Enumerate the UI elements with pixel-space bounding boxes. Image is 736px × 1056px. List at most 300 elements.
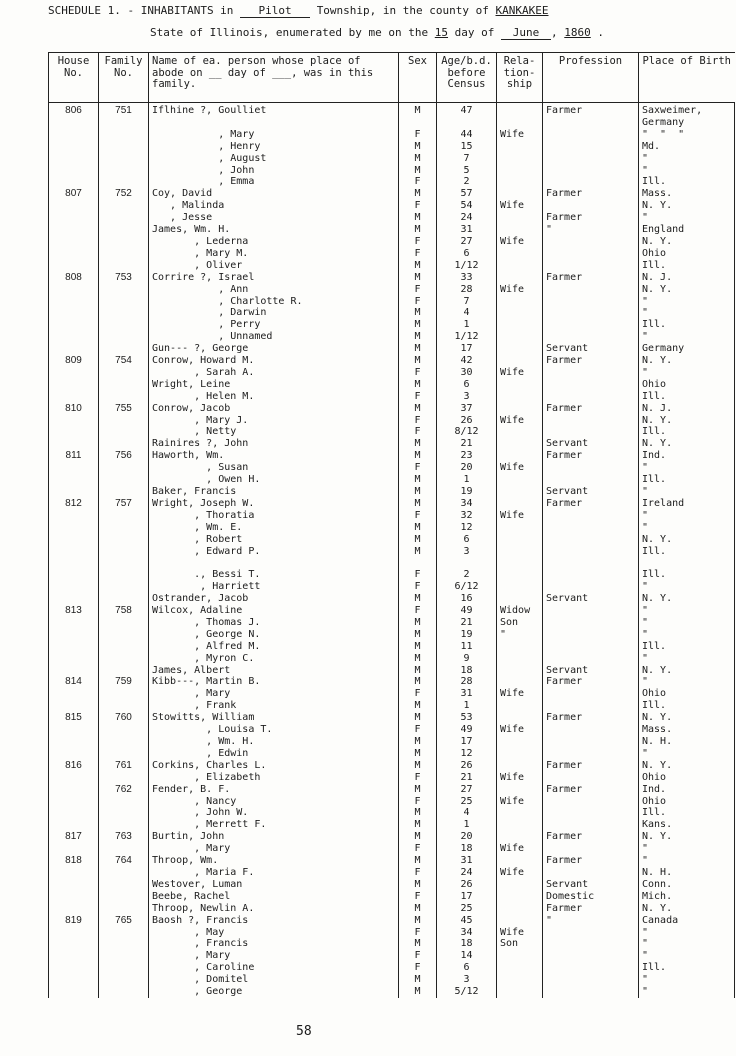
house-no-cell [49, 665, 99, 677]
age-cell: 27 [437, 784, 497, 796]
table-row [49, 784, 735, 796]
table-row [49, 355, 735, 367]
profession-cell [543, 950, 639, 962]
sex-cell: F [399, 391, 437, 403]
sex-cell: M [399, 641, 437, 653]
person-name-cell [149, 117, 399, 129]
profession-cell [543, 974, 639, 986]
relationship-cell: Wife [497, 927, 543, 939]
house-no-cell [49, 700, 99, 712]
relationship-cell [497, 391, 543, 403]
place-of-birth-cell: N. Y. [639, 760, 735, 772]
sex-cell [399, 557, 437, 569]
profession-cell: Farmer [543, 784, 639, 796]
relationship-cell [497, 296, 543, 308]
table-row [49, 903, 735, 915]
relationship-cell [497, 141, 543, 153]
sex-cell: M [399, 103, 437, 117]
relationship-cell [497, 103, 543, 117]
family-no-cell: 761 [99, 760, 149, 772]
sex-cell: M [399, 331, 437, 343]
family-no-cell [99, 129, 149, 141]
profession-cell: Farmer [543, 855, 639, 867]
profession-cell [543, 474, 639, 486]
sex-cell: M [399, 617, 437, 629]
sex-cell: F [399, 236, 437, 248]
age-cell: 1 [437, 474, 497, 486]
relationship-cell [497, 712, 543, 724]
house-no-cell [49, 224, 99, 236]
person-name-cell: Stowitts, William [149, 712, 399, 724]
place-of-birth-cell: Ind. [639, 450, 735, 462]
profession-cell [543, 700, 639, 712]
relationship-cell: Wife [497, 284, 543, 296]
sex-cell: F [399, 426, 437, 438]
family-no-cell: 760 [99, 712, 149, 724]
house-no-cell [49, 391, 99, 403]
profession-cell [543, 605, 639, 617]
sex-cell: M [399, 355, 437, 367]
relationship-cell [497, 450, 543, 462]
family-no-cell [99, 260, 149, 272]
relationship-cell [497, 784, 543, 796]
place-of-birth-cell: " [639, 510, 735, 522]
age-cell: 9 [437, 653, 497, 665]
table-row [49, 617, 735, 629]
profession-cell [543, 653, 639, 665]
place-of-birth-cell: N. Y. [639, 415, 735, 427]
family-no-cell [99, 593, 149, 605]
relationship-cell [497, 426, 543, 438]
sex-cell: F [399, 927, 437, 939]
sex-cell: M [399, 855, 437, 867]
person-name-cell: , Myron C. [149, 653, 399, 665]
profession-cell: Servant [543, 486, 639, 498]
person-name-cell: Baker, Francis [149, 486, 399, 498]
house-no-cell [49, 153, 99, 165]
family-no-cell [99, 153, 149, 165]
table-row [49, 450, 735, 462]
place-of-birth-cell: Ill. [639, 700, 735, 712]
age-cell: 1/12 [437, 331, 497, 343]
place-of-birth-cell: Ill. [639, 807, 735, 819]
month-value: June [501, 26, 551, 40]
person-name-cell: Kibb---, Martin B. [149, 676, 399, 688]
profession-cell [543, 200, 639, 212]
schedule-header-line [48, 4, 548, 18]
house-no-cell [49, 129, 99, 141]
col-birth-header: Place of Birth [639, 53, 735, 103]
table-row [49, 165, 735, 177]
profession-cell: Farmer [543, 212, 639, 224]
family-no-cell [99, 938, 149, 950]
profession-cell [543, 807, 639, 819]
house-no-cell [49, 426, 99, 438]
sex-cell: F [399, 891, 437, 903]
place-of-birth-cell: " [639, 581, 735, 593]
age-cell: 17 [437, 736, 497, 748]
house-no-cell [49, 141, 99, 153]
person-name-cell: Fender, B. F. [149, 784, 399, 796]
place-of-birth-cell: Conn. [639, 879, 735, 891]
profession-cell: Servant [543, 879, 639, 891]
sex-cell: M [399, 748, 437, 760]
sex-cell: M [399, 784, 437, 796]
age-cell: 49 [437, 605, 497, 617]
relationship-cell [497, 676, 543, 688]
place-of-birth-cell: Ill. [639, 546, 735, 558]
sex-cell: M [399, 676, 437, 688]
family-no-cell [99, 974, 149, 986]
relationship-cell [497, 474, 543, 486]
sex-cell: F [399, 843, 437, 855]
profession-cell [543, 117, 639, 129]
house-no-cell [49, 200, 99, 212]
profession-cell [543, 724, 639, 736]
relationship-cell [497, 522, 543, 534]
relationship-cell [497, 188, 543, 200]
profession-cell [543, 462, 639, 474]
col-family-header: Family No. [99, 53, 149, 103]
person-name-cell: Haworth, Wm. [149, 450, 399, 462]
house-no-cell [49, 736, 99, 748]
relationship-cell [497, 819, 543, 831]
family-no-cell [99, 438, 149, 450]
house-no-cell [49, 212, 99, 224]
table-row [49, 986, 735, 998]
place-of-birth-cell: " [639, 653, 735, 665]
age-cell: 16 [437, 593, 497, 605]
family-no-cell [99, 486, 149, 498]
table-row [49, 296, 735, 308]
family-no-cell [99, 236, 149, 248]
table-row [49, 748, 735, 760]
age-cell: 5 [437, 165, 497, 177]
person-name-cell: Coy, David [149, 188, 399, 200]
profession-cell [543, 319, 639, 331]
age-cell: 24 [437, 212, 497, 224]
table-row [49, 676, 735, 688]
person-name-cell: , George N. [149, 629, 399, 641]
table-row [49, 950, 735, 962]
person-name-cell: , Mary [149, 688, 399, 700]
profession-cell: Farmer [543, 760, 639, 772]
relationship-cell [497, 403, 543, 415]
table-row [49, 176, 735, 188]
table-row [49, 343, 735, 355]
person-name-cell: Throop, Newlin A. [149, 903, 399, 915]
family-no-cell [99, 426, 149, 438]
sex-cell: F [399, 462, 437, 474]
age-cell: 21 [437, 772, 497, 784]
table-row [49, 581, 735, 593]
family-no-cell: 758 [99, 605, 149, 617]
family-no-cell [99, 665, 149, 677]
house-no-cell: 813 [49, 605, 99, 617]
age-cell: 6 [437, 379, 497, 391]
sex-cell: F [399, 248, 437, 260]
sex-cell: F [399, 950, 437, 962]
age-cell: 26 [437, 760, 497, 772]
relationship-cell [497, 546, 543, 558]
person-name-cell: , John [149, 165, 399, 177]
age-cell: 15 [437, 141, 497, 153]
age-cell: 31 [437, 855, 497, 867]
relationship-cell: Wife [497, 867, 543, 879]
relationship-cell: Wife [497, 510, 543, 522]
sex-cell: M [399, 700, 437, 712]
sex-cell: M [399, 224, 437, 236]
table-row [49, 426, 735, 438]
place-of-birth-cell: " [639, 307, 735, 319]
person-name-cell: , Merrett F. [149, 819, 399, 831]
family-no-cell [99, 891, 149, 903]
sex-cell [399, 117, 437, 129]
house-no-cell [49, 950, 99, 962]
profession-cell: Farmer [543, 712, 639, 724]
profession-cell: Farmer [543, 831, 639, 843]
place-of-birth-cell: " [639, 927, 735, 939]
table-row [49, 724, 735, 736]
person-name-cell: Gun--- ?, George [149, 343, 399, 355]
relationship-cell [497, 653, 543, 665]
profession-cell [543, 736, 639, 748]
table-row [49, 629, 735, 641]
table-row [49, 653, 735, 665]
relationship-cell [497, 593, 543, 605]
age-cell: 25 [437, 903, 497, 915]
column-header-row [49, 53, 735, 103]
sex-cell: M [399, 522, 437, 534]
place-of-birth-cell: Saxweimer, [639, 103, 735, 117]
table-row [49, 188, 735, 200]
place-of-birth-cell: Ireland [639, 498, 735, 510]
house-no-cell [49, 891, 99, 903]
relationship-cell [497, 534, 543, 546]
table-row [49, 391, 735, 403]
person-name-cell: , Thoratia [149, 510, 399, 522]
relationship-cell: Wife [497, 796, 543, 808]
table-row [49, 319, 735, 331]
place-of-birth-cell: N. Y. [639, 712, 735, 724]
place-of-birth-cell: Ill. [639, 176, 735, 188]
house-no-cell [49, 688, 99, 700]
family-no-cell: 759 [99, 676, 149, 688]
age-cell: 1/12 [437, 260, 497, 272]
person-name-cell: Wilcox, Adaline [149, 605, 399, 617]
sex-cell: M [399, 343, 437, 355]
profession-cell [543, 581, 639, 593]
relationship-cell [497, 950, 543, 962]
person-name-cell: , Nancy [149, 796, 399, 808]
table-row [49, 641, 735, 653]
profession-cell: " [543, 224, 639, 236]
profession-cell [543, 569, 639, 581]
age-cell: 19 [437, 486, 497, 498]
person-name-cell: Iflhine ?, Goulliet [149, 103, 399, 117]
house-no-cell [49, 581, 99, 593]
sex-cell: M [399, 974, 437, 986]
age-cell: 28 [437, 676, 497, 688]
relationship-cell [497, 760, 543, 772]
relationship-cell: Wife [497, 462, 543, 474]
profession-cell [543, 331, 639, 343]
age-cell: 4 [437, 307, 497, 319]
col-profession-header: Profession [543, 53, 639, 103]
family-no-cell [99, 284, 149, 296]
relationship-cell [497, 974, 543, 986]
table-row [49, 236, 735, 248]
person-name-cell: , Sarah A. [149, 367, 399, 379]
profession-cell [543, 962, 639, 974]
age-cell: 34 [437, 927, 497, 939]
relationship-cell [497, 498, 543, 510]
place-of-birth-cell: " " " [639, 129, 735, 141]
relationship-cell: Son [497, 617, 543, 629]
family-no-cell [99, 474, 149, 486]
profession-cell: Farmer [543, 450, 639, 462]
person-name-cell: , Wm. E. [149, 522, 399, 534]
profession-cell [543, 510, 639, 522]
sex-cell: F [399, 796, 437, 808]
family-no-cell: 753 [99, 272, 149, 284]
person-name-cell: , Mary [149, 129, 399, 141]
profession-cell [543, 986, 639, 998]
table-row [49, 962, 735, 974]
house-no-cell [49, 879, 99, 891]
age-cell: 18 [437, 938, 497, 950]
table-row [49, 796, 735, 808]
house-no-cell [49, 629, 99, 641]
table-row [49, 510, 735, 522]
age-cell: 21 [437, 617, 497, 629]
family-no-cell [99, 379, 149, 391]
person-name-cell: , Charlotte R. [149, 296, 399, 308]
place-of-birth-cell: Mass. [639, 188, 735, 200]
family-no-cell [99, 343, 149, 355]
relationship-cell: Widow [497, 605, 543, 617]
place-of-birth-cell: Md. [639, 141, 735, 153]
relationship-cell [497, 807, 543, 819]
sex-cell: F [399, 688, 437, 700]
house-no-cell: 809 [49, 355, 99, 367]
person-name-cell: James, Wm. H. [149, 224, 399, 236]
sex-cell: M [399, 807, 437, 819]
family-no-cell [99, 176, 149, 188]
relationship-cell [497, 438, 543, 450]
table-row [49, 831, 735, 843]
family-no-cell [99, 117, 149, 129]
profession-cell [543, 546, 639, 558]
age-cell: 3 [437, 391, 497, 403]
person-name-cell: , Darwin [149, 307, 399, 319]
sex-cell: F [399, 129, 437, 141]
table-row [49, 534, 735, 546]
sex-cell: M [399, 831, 437, 843]
person-name-cell: Conrow, Howard M. [149, 355, 399, 367]
sex-cell: F [399, 569, 437, 581]
table-row [49, 974, 735, 986]
age-cell: 6 [437, 962, 497, 974]
table-row [49, 938, 735, 950]
house-no-cell [49, 962, 99, 974]
person-name-cell: Baosh ?, Francis [149, 915, 399, 927]
place-of-birth-cell: " [639, 843, 735, 855]
age-cell: 20 [437, 831, 497, 843]
house-no-cell [49, 319, 99, 331]
col-name-header: Name of ea. person whose place of abode on __ day of ___, was in this family. [149, 53, 399, 103]
table-row [49, 843, 735, 855]
age-cell: 32 [437, 510, 497, 522]
place-of-birth-cell: N. Y. [639, 534, 735, 546]
enumeration-line: State of Illinois, enumerated by me on the 15 day of June , 1860 . [150, 26, 605, 39]
person-name-cell: , Francis [149, 938, 399, 950]
profession-cell [543, 284, 639, 296]
person-name-cell: , August [149, 153, 399, 165]
profession-cell [543, 629, 639, 641]
table-row [49, 605, 735, 617]
profession-cell: Farmer [543, 188, 639, 200]
age-cell: 5/12 [437, 986, 497, 998]
age-cell: 34 [437, 498, 497, 510]
age-cell: 6 [437, 534, 497, 546]
profession-cell [543, 248, 639, 260]
sex-cell: M [399, 165, 437, 177]
house-no-cell [49, 867, 99, 879]
header-end: . [597, 26, 605, 39]
place-of-birth-cell: " [639, 629, 735, 641]
col-house-header: House No. [49, 53, 99, 103]
sex-cell: M [399, 546, 437, 558]
table-row [49, 307, 735, 319]
family-no-cell [99, 569, 149, 581]
house-no-cell [49, 176, 99, 188]
place-of-birth-cell: " [639, 617, 735, 629]
relationship-cell: Wife [497, 688, 543, 700]
age-cell: 11 [437, 641, 497, 653]
sex-cell: M [399, 915, 437, 927]
table-row [49, 593, 735, 605]
house-no-cell [49, 534, 99, 546]
relationship-cell [497, 319, 543, 331]
relationship-cell: Wife [497, 236, 543, 248]
house-no-cell [49, 248, 99, 260]
place-of-birth-cell: " [639, 605, 735, 617]
relationship-cell [497, 331, 543, 343]
table-row [49, 200, 735, 212]
place-of-birth-cell: Kans. [639, 819, 735, 831]
place-of-birth-cell: N. J. [639, 403, 735, 415]
house-no-cell: 810 [49, 403, 99, 415]
sex-cell: F [399, 415, 437, 427]
relationship-cell [497, 879, 543, 891]
age-cell [437, 557, 497, 569]
place-of-birth-cell: N. H. [639, 736, 735, 748]
person-name-cell: , Lederna [149, 236, 399, 248]
table-row [49, 117, 735, 129]
age-cell: 7 [437, 153, 497, 165]
family-no-cell [99, 462, 149, 474]
sex-cell: F [399, 284, 437, 296]
family-no-cell: 754 [99, 355, 149, 367]
house-no-cell [49, 807, 99, 819]
family-no-cell [99, 296, 149, 308]
table-row [49, 248, 735, 260]
family-no-cell [99, 391, 149, 403]
house-no-cell: 819 [49, 915, 99, 927]
relationship-cell [497, 486, 543, 498]
family-no-cell [99, 927, 149, 939]
